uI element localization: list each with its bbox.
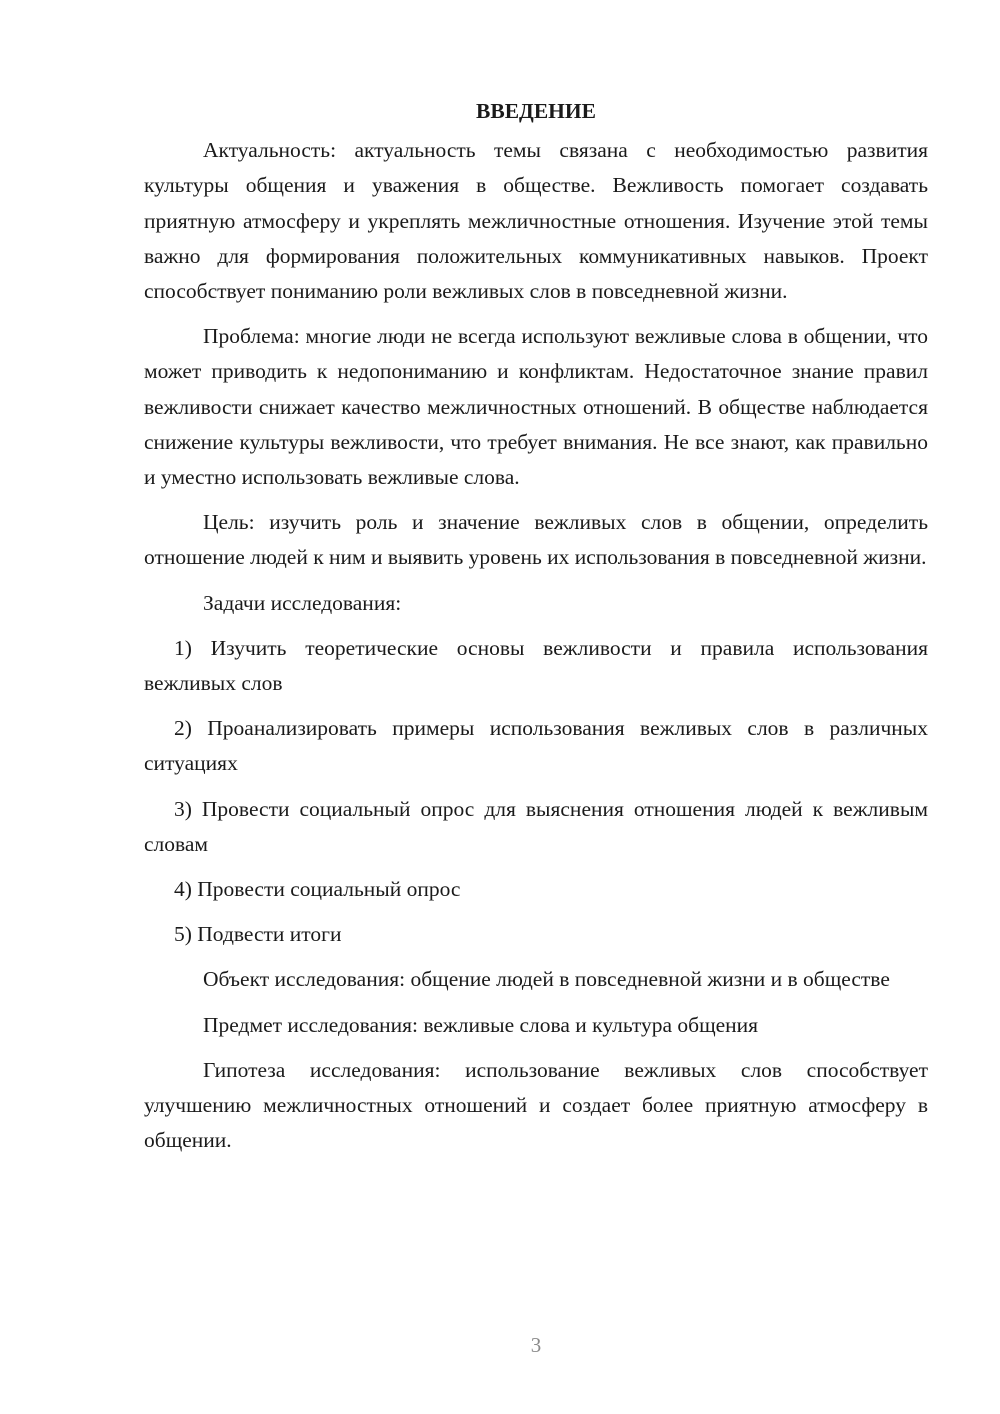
task-item-1: 1) Изучить теоретические основы вежливости и правила использования вежливых слов (144, 635, 928, 696)
paragraph-relevance: Актуальность: актуальность темы связана с необходимостью развития культуры общения и уважения в обществе. Вежливость помогает создавать приятную атмосферу и укреплять межличностные отношения. Изучение этой темы важно для формирования положительных коммуникативных навыков. Проект способствует пониманию роли вежливых слов в повседневной жизни. (144, 138, 928, 304)
paragraph-subject: Предмет исследования: вежливые слова и культура общения (203, 1012, 759, 1037)
page-title: ВВЕДЕНИЕ (476, 99, 596, 123)
page-content (144, 94, 928, 1168)
task-item-4: 4) Провести социальный опрос (174, 877, 461, 902)
task-item-2: 2) Проанализировать примеры использования вежливых слов в различных ситуациях (144, 716, 928, 776)
paragraph-tasks-heading: Задачи исследования: (203, 590, 402, 615)
task-item-3: 3) Провести социальный опрос для выяснения отношения людей к вежливым словам (144, 796, 928, 856)
paragraph-goal: Цель: изучить роль и значение вежливых слов в общении, определить отношение людей к ним и выявить уровень их использования в повседневной жизни. (144, 510, 928, 570)
task-item-5: 5) Подвести итоги (174, 922, 342, 947)
paragraph-object: Объект исследования: общение людей в повседневной жизни и в обществе (203, 967, 890, 992)
paragraph-hypothesis: Гипотеза исследования: использование вежливых слов способствует улучшению межличностных отношений и создает более приятную атмосферу в общении. (144, 1057, 928, 1153)
paragraph-problem: Проблема: многие люди не всегда используют вежливые слова в общении, что может приводить к недопониманию и конфликтам. Недостаточное знание правил вежливости снижает качество межличностных отношений. В обществе наблюдается снижение культуры вежливости, что требует внимания. Не все знают, как правильно и уместно использовать вежливые слова. (144, 324, 928, 490)
page-number: 3 (530, 1333, 542, 1357)
